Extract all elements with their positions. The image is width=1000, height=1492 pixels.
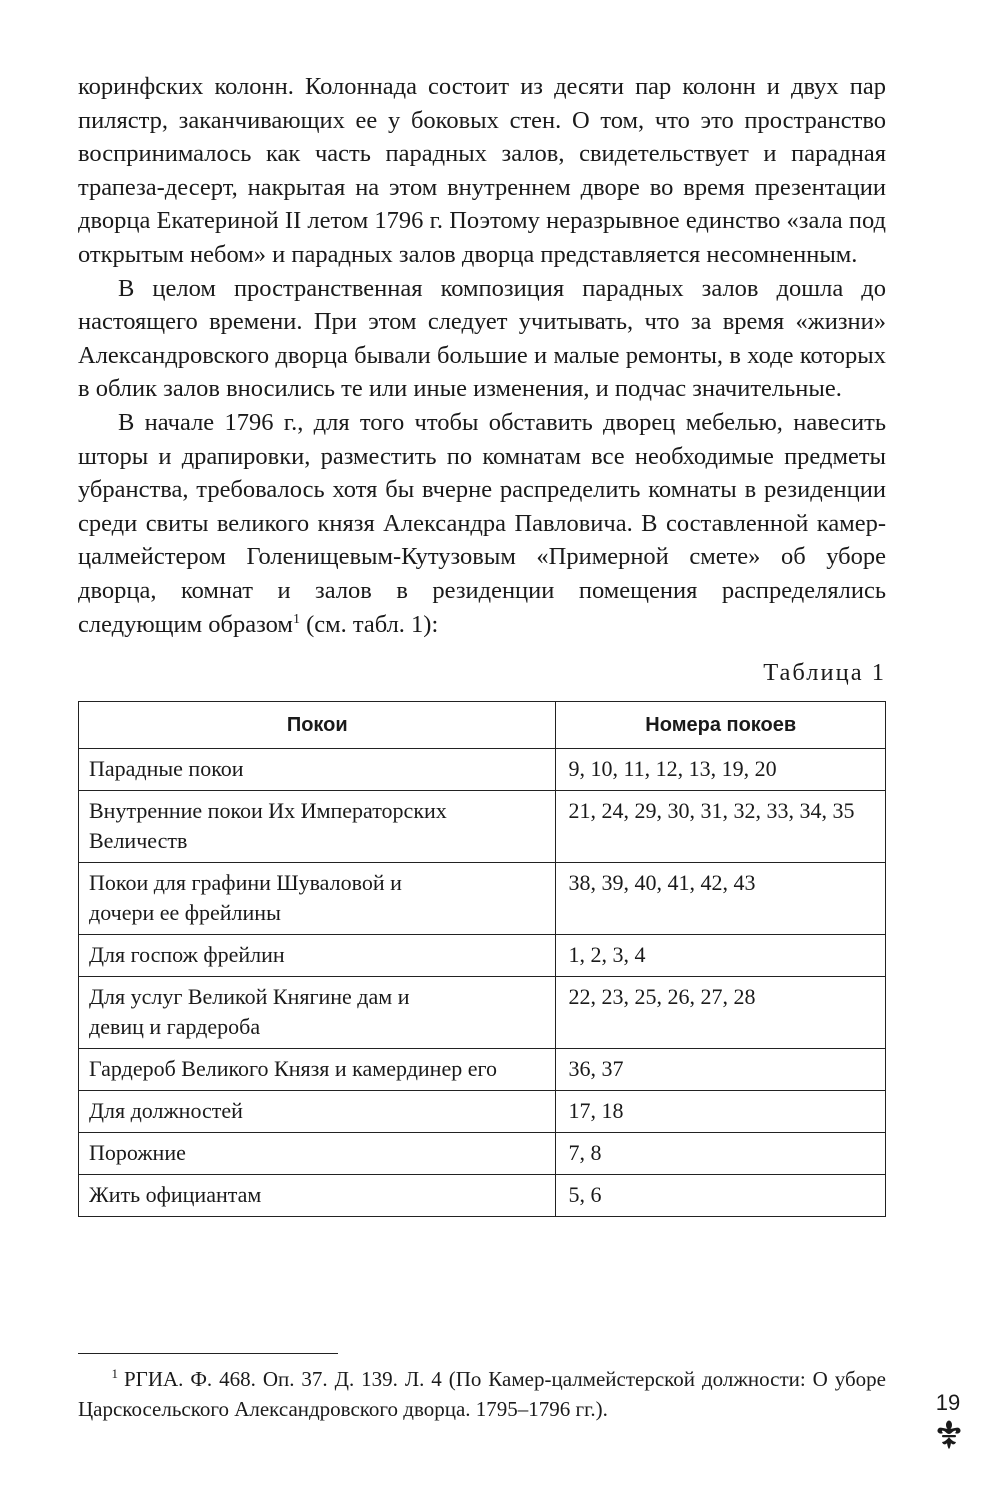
numbers-cell: 38, 39, 40, 41, 42, 43 [556,863,886,935]
table-row [79,749,886,791]
numbers-cell: 1, 2, 3, 4 [556,935,886,977]
table-row [79,863,886,935]
footnote: 1 РГИА. Ф. 468. Оп. 37. Д. 139. Л. 4 (По Камер-цалмейстерской должности: О уборе Царскосельского Александровского дворца. 1795–1796 гг.). [78,1366,886,1421]
table-row [79,977,886,1049]
table-header-row [79,702,886,749]
numbers-cell: 7, 8 [556,1133,886,1175]
table-caption: Таблица 1 [763,659,886,687]
table-row [79,1091,886,1133]
room-cell: Порожние [79,1133,556,1175]
table-row [79,1175,886,1217]
column-header-rooms: Покои [79,702,556,749]
paragraph: коринфских колонн. Колоннада состоит из десяти пар колонн и двух пар пилястр, заканчивающих ее у боковых стен. О том, что это пространство воспринималось как часть парадных залов, свидетельствует и парадная трапеза-десерт, накрытая на этом внутреннем дворе во время презентации дворца Екатериной II летом 1796 г. Поэтому неразрывное единство «зала под открытым небом» и парадных залов дворца представляется несомненным. [78,73,886,268]
numbers-cell: 22, 23, 25, 26, 27, 28 [556,977,886,1049]
paragraph: В целом пространственная композиция парадных залов дошла до настоящего времени. При этом следует учитывать, что за время «жизни» Александровского дворца бывали большие и малые ремонты, в ходе которых в облик залов вносились те или иные изменения, и подчас значительные. [78,274,886,403]
footnote-reference: 1 [292,611,300,627]
room-cell: Внутренние покои Их Императорских Величеств [79,791,556,863]
page-number: 19 [935,1390,961,1415]
footnote-divider [78,1353,338,1354]
table-row [79,791,886,863]
numbers-cell: 5, 6 [556,1175,886,1217]
footnote-text: РГИА. Ф. 468. Оп. 37. Д. 139. Л. 4 (По Камер-цалмейстерской должности: О уборе Царскосельского Александровского дворца. 1795–1796 гг.). [78,1367,886,1421]
numbers-cell: 17, 18 [556,1091,886,1133]
numbers-cell: 9, 10, 11, 12, 13, 19, 20 [556,749,886,791]
room-cell: Парадные покои [79,749,556,791]
room-cell: Для услуг Великой Княгине дам и девиц и гардероба [79,977,556,1049]
rooms-table [78,701,886,1217]
paragraph [78,406,886,641]
numbers-cell: 36, 37 [556,1049,886,1091]
table-row [79,935,886,977]
numbers-cell: 21, 24, 29, 30, 31, 32, 33, 34, 35 [556,791,886,863]
table-row [79,1133,886,1175]
paragraph-text: В начале 1796 г., для того чтобы обставить дворец мебелью, навесить шторы и драпировки, разместить по комнатам все необходимые предметы убранства, требовалось хотя бы вчерне распределить комнаты в резиденции среди свиты великого князя Александра Павловича. В составленной камер-цалмейстером Голенищевым-Кутузовым «Примерной смете» об уборе дворца, комнат и залов в резиденции помещения распределялись следующим образом [78,408,886,638]
fleur-de-lis-icon [934,1420,964,1450]
room-cell: Гардероб Великого Князя и камердинер его [79,1049,556,1091]
table-row [79,1049,886,1091]
room-cell: Жить официантам [79,1175,556,1217]
room-cell: Покои для графини Шуваловой и дочери ее фрейлины [79,863,556,935]
paragraph-text-tail: (см. табл. 1): [299,610,439,638]
column-header-numbers: Номера покоев [556,702,886,749]
room-cell: Для должностей [79,1091,556,1133]
room-cell: Для госпож фрейлин [79,935,556,977]
page-content [78,70,886,1217]
